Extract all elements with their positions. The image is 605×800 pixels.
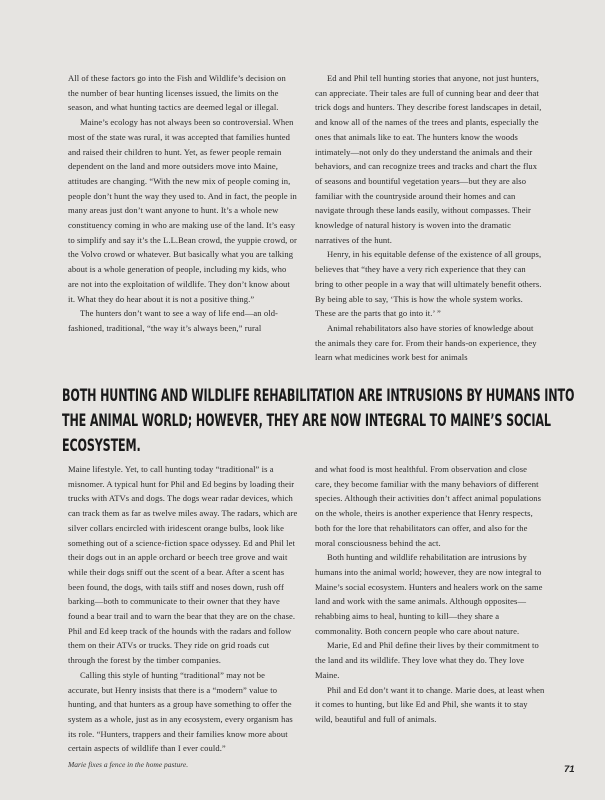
text-column-top-right [315, 71, 545, 365]
paragraph: Animal rehabilitators also have stories of knowledge about the animals they care for. From their hands-on experience, they learn what medicines work best for animals [315, 322, 537, 363]
paragraph: Both hunting and wildlife rehabilitation are intrusions by humans into the animal world; however, they are now integral to Maine’s social ecosystem. Hunters and healers work on the same land and work with the same animals. Although opposites—rehabbing aims to heal, hunting to kill—they share a commonality. Both concern people who care about nature. [315, 552, 543, 636]
paragraph: Maine lifestyle. Yet, to call hunting today “traditional” is a misnomer. A typical hunt for Phil and Ed begins by loading their trucks with ATVs and dogs. The dogs wear radar devices, which can track them as far as twelve miles away. The radars, which are silver collars encircled with iridescent orange bulbs, look like something out of a science-fiction space odyssey. Ed and Phil let their dogs out in an apple orchard or beech tree grove and wait while their dogs sniff out the scent of a bear. After a scent has been found, the dogs, with tails stiff and noses down, rush off barking—both to communicate to their owner that they have found a bear trail and to warn the bear that they are on the chase. Phil and Ed keep track of the hounds with the radars and follow them on their ATVs or trucks. They ride on grid roads cut through the forest by the timber companies. [68, 464, 298, 666]
pull-quote: BOTH HUNTING AND WILDLIFE REHABILITATION ARE INTRUSIONS BY HUMANS INTO THE ANIMAL WORLD; HOWEVER, THEY ARE NOW INTEGRAL TO MAINE’S SOCIAL ECOSYSTEM. [62, 386, 575, 455]
paragraph: The hunters don’t want to see a way of life end—an old-fashioned, traditional, “the way it’s always been,” rural [68, 308, 278, 333]
paragraph: and what food is most healthful. From observation and close care, they become familiar with the many behaviors of different species. Although their activities don’t affect animal populations on the whole, theirs is another experience that Henry respects, both for the lore that rehabilitators can offer, and also for the moral consciousness behind the act. [315, 464, 542, 548]
paragraph: Henry, in his equitable defense of the existence of all groups, believes that “they have a very rich experience that they can bring to other people in a way that will ultimately benefit others. By being able to say, ‘This is how the whole system works. These are the parts that go into it.’ ” [315, 249, 542, 319]
photo-caption: Marie fixes a fence in the home pasture. [68, 760, 189, 769]
page-number: 71 [564, 764, 575, 775]
text-column-top-left [68, 71, 298, 336]
text-column-bottom-left [68, 462, 298, 756]
paragraph: All of these factors go into the Fish and Wildlife’s decision on the number of bear hunting licenses issued, the limits on the season, and what hunting tactics are deemed legal or illegal. [68, 73, 286, 113]
paragraph: Phil and Ed don’t want it to change. Marie does, at least when it comes to hunting, but like Ed and Phil, she wants it to stay wild, beautiful and full of animals. [315, 684, 545, 724]
paragraph: Ed and Phil tell hunting stories that anyone, not just hunters, can appreciate. Their tales are full of cunning bear and deer that trick dogs and hunters. They describe forest landscapes in detail, and know all of the names of the trees and plants, especially the ones that animals like to eat. The hunters know the woods intimately—not only do they understand the animals and their behaviors, and can recognize trees and tracks and chart the flux of seasons and bountiful vegetation years—but they are also familiar with the countryside around their homes and can navigate through these lands easily, without compasses. Their knowledge of natural history is woven into the dramatic narratives of the hunt. [315, 73, 542, 245]
paragraph: Maine’s ecology has not always been so controversial. When most of the state was rural, it was accepted that families hunted and raised their children to hunt. Yet, as fewer people remain dependent on the land and more outsiders move into Maine, attitudes are changing. “With the new mix of people coming in, people don’t hunt the way they used to. And in fact, the people in many areas just don’t want anyone to hunt. It’s a whole new constituency coming in who are making use of the land. It’s easy to simplify and say it’s the L.L.Bean crowd, the yuppie crowd, or the Volvo crowd or whatever. But basically what you are talking about is a whole generation of people, including my kids, who are not into the exploitation of wildlife. They don’t know about it. What they do hear about it is not a positive thing.” [68, 117, 297, 304]
paragraph: Marie, Ed and Phil define their lives by their commitment to the land and its wildlife. They love what they do. They love Maine. [315, 640, 539, 680]
text-column-bottom-right [315, 462, 545, 727]
paragraph: Calling this style of hunting “traditional” may not be accurate, but Henry insists that there is a “modern” value to hunting, and that hunters as a group have something to offer the system as a whole, just as in any ecosystem, every organism has its role. “Hunters, trappers and their families know more about certain aspects of wildlife than I ever could.” [68, 669, 293, 754]
